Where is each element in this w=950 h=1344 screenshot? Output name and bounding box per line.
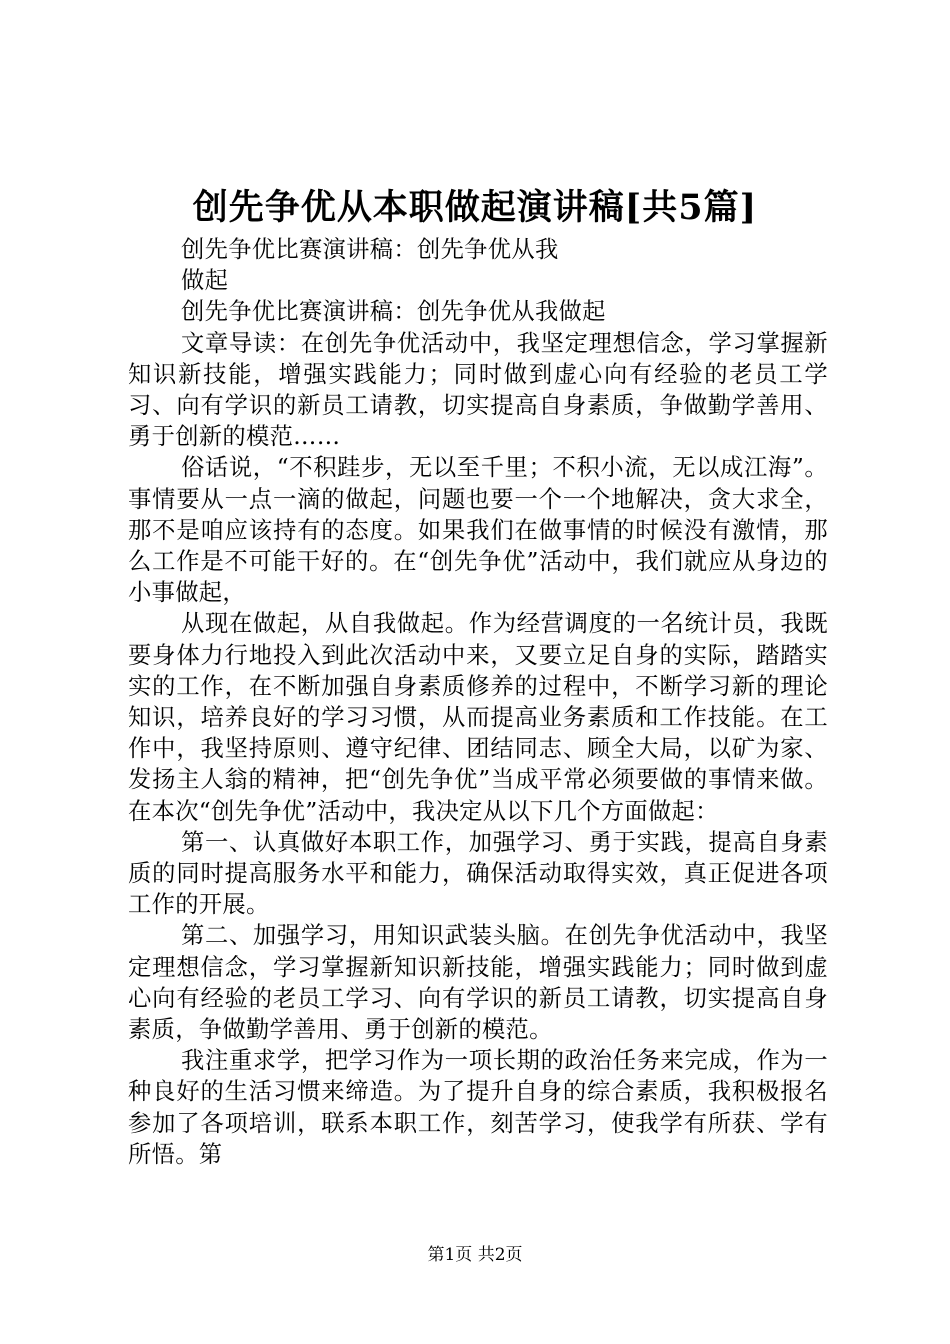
heading-line-2: 做起: [181, 267, 229, 295]
document-body: [128, 234, 828, 1170]
paragraph-first: 第一、认真做好本职工作，加强学习、勇于实践，提高自身素质的同时提高服务水平和能力，确保活动取得实效，真正促进各项工作的开展。: [128, 828, 828, 919]
paragraph-proverb: 俗话说，“不积跬步，无以至千里；不积小流，无以成江海”。事情要从一点一滴的做起，问题也要一个一个地解决，贪大求全，那不是咱应该持有的态度。如果我们在做事情的时候没有激情，那么工作是不可能干好的。在“创先争优”活动中，我们就应从身边的小事做起，: [128, 454, 828, 607]
heading-line-1: 创先争优比赛演讲稿：创先争优从我: [181, 236, 559, 263]
document-title: 创先争优从本职做起演讲稿[共5篇]: [192, 187, 758, 228]
subheading: 创先争优比赛演讲稿：创先争优从我做起: [181, 298, 606, 326]
paragraph-start-now: 从现在做起，从自我做起。作为经营调度的一名统计员，我既要身体力行地投入到此次活动中来，又要立足自身的实际，踏踏实实的工作，在不断加强自身素质修养的过程中，不断学习新的理论知识，培养良好的学习习惯，从而提高业务素质和工作技能。在工作中，我坚持原则、遵守纪律、团结同志、顾全大局，以矿为家、发扬主人翁的精神，把“创先争优”当成平常必须要做的事情来做。在本次“创先争优”活动中，我决定从以下几个方面做起：: [128, 610, 828, 825]
page-footer: 第1页 共2页: [427, 1245, 523, 1265]
paragraph-second: 第二、加强学习，用知识武装头脑。在创先争优活动中，我坚定理想信念，学习掌握新知识新技能，增强实践能力；同时做到虚心向有经验的老员工学习、向有学识的新员工请教，切实提高自身素质，争做勤学善用、勇于创新的模范。: [128, 922, 828, 1044]
paragraph-study: 我注重求学，把学习作为一项长期的政治任务来完成，作为一种良好的生活习惯来缔造。为了提升自身的综合素质，我积极报名参加了各项培训，联系本职工作，刻苦学习，使我学有所获、学有所悟。第: [128, 1047, 828, 1168]
paragraph-intro: 文章导读：在创先争优活动中，我坚定理想信念，学习掌握新知识新技能，增强实践能力；同时做到虚心向有经验的老员工学习、向有学识的新员工请教，切实提高自身素质，争做勤学善用、勇于创新的模范……: [128, 329, 828, 451]
